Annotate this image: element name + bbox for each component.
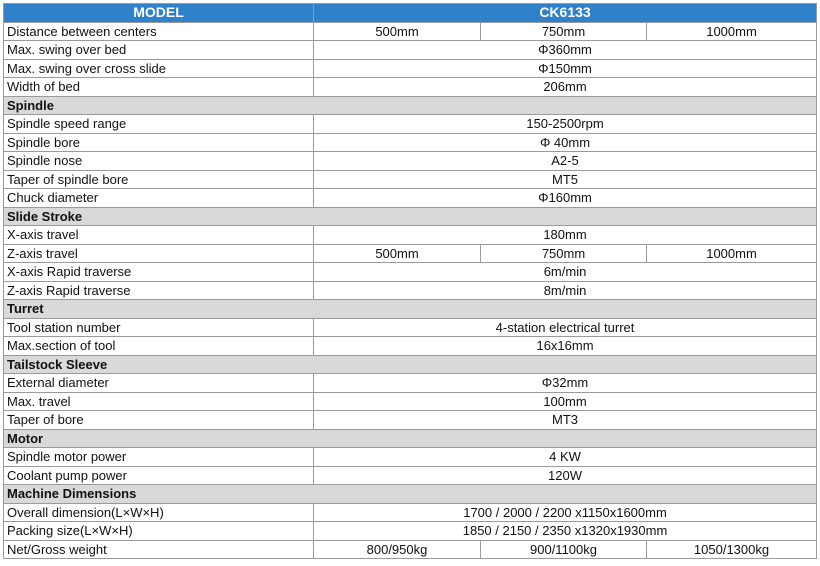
spec-label: X-axis travel bbox=[4, 226, 314, 245]
section-title: Turret bbox=[4, 300, 817, 319]
spec-value: 900/1100kg bbox=[481, 540, 647, 559]
spec-value: 1050/1300kg bbox=[647, 540, 817, 559]
spec-value: 8m/min bbox=[314, 281, 817, 300]
table-row bbox=[4, 41, 817, 60]
spec-value: Φ 40mm bbox=[314, 133, 817, 152]
spec-value: 1850 / 2150 / 2350 x1320x1930mm bbox=[314, 522, 817, 541]
table-row bbox=[4, 244, 817, 263]
section-row bbox=[4, 300, 817, 319]
spec-value: 500mm bbox=[314, 22, 481, 41]
spec-table bbox=[3, 3, 817, 559]
table-row bbox=[4, 448, 817, 467]
spec-label: Z-axis Rapid traverse bbox=[4, 281, 314, 300]
model-value: CK6133 bbox=[314, 4, 817, 23]
table-row bbox=[4, 540, 817, 559]
spec-label: Spindle speed range bbox=[4, 115, 314, 134]
spec-label: Overall dimension(L×W×H) bbox=[4, 503, 314, 522]
spec-value: 4 KW bbox=[314, 448, 817, 467]
table-row bbox=[4, 59, 817, 78]
spec-label: Max. swing over cross slide bbox=[4, 59, 314, 78]
spec-label: Distance between centers bbox=[4, 22, 314, 41]
table-row bbox=[4, 226, 817, 245]
spec-value: 16x16mm bbox=[314, 337, 817, 356]
spec-label: Max. swing over bed bbox=[4, 41, 314, 60]
spec-value: 750mm bbox=[481, 22, 647, 41]
table-row bbox=[4, 133, 817, 152]
spec-value: 150-2500rpm bbox=[314, 115, 817, 134]
spec-value: 500mm bbox=[314, 244, 481, 263]
section-title: Slide Stroke bbox=[4, 207, 817, 226]
spec-label: Tool station number bbox=[4, 318, 314, 337]
spec-label: Spindle motor power bbox=[4, 448, 314, 467]
spec-value: 180mm bbox=[314, 226, 817, 245]
section-title: Spindle bbox=[4, 96, 817, 115]
table-row bbox=[4, 392, 817, 411]
spec-value: Φ360mm bbox=[314, 41, 817, 60]
section-row bbox=[4, 429, 817, 448]
table-row bbox=[4, 115, 817, 134]
spec-value: 6m/min bbox=[314, 263, 817, 282]
spec-label: Net/Gross weight bbox=[4, 540, 314, 559]
section-row bbox=[4, 355, 817, 374]
spec-label: Z-axis travel bbox=[4, 244, 314, 263]
table-row bbox=[4, 22, 817, 41]
spec-value: 100mm bbox=[314, 392, 817, 411]
table-row bbox=[4, 522, 817, 541]
section-row bbox=[4, 207, 817, 226]
spec-label: Coolant pump power bbox=[4, 466, 314, 485]
spec-value: 1000mm bbox=[647, 22, 817, 41]
table-row bbox=[4, 263, 817, 282]
spec-label: External diameter bbox=[4, 374, 314, 393]
spec-value: 206mm bbox=[314, 78, 817, 97]
table-row bbox=[4, 152, 817, 171]
table-row bbox=[4, 411, 817, 430]
spec-label: Width of bed bbox=[4, 78, 314, 97]
model-label: MODEL bbox=[4, 4, 314, 23]
section-row bbox=[4, 96, 817, 115]
spec-value: MT5 bbox=[314, 170, 817, 189]
table-row bbox=[4, 337, 817, 356]
table-row bbox=[4, 466, 817, 485]
spec-value: MT3 bbox=[314, 411, 817, 430]
spec-label: Packing size(L×W×H) bbox=[4, 522, 314, 541]
spec-value: 1000mm bbox=[647, 244, 817, 263]
spec-label: Max. travel bbox=[4, 392, 314, 411]
spec-label: Spindle bore bbox=[4, 133, 314, 152]
spec-value: 800/950kg bbox=[314, 540, 481, 559]
section-title: Tailstock Sleeve bbox=[4, 355, 817, 374]
spec-label: Spindle nose bbox=[4, 152, 314, 171]
section-row bbox=[4, 485, 817, 504]
table-row bbox=[4, 503, 817, 522]
spec-label: Taper of spindle bore bbox=[4, 170, 314, 189]
spec-value: 120W bbox=[314, 466, 817, 485]
spec-label: X-axis Rapid traverse bbox=[4, 263, 314, 282]
section-title: Machine Dimensions bbox=[4, 485, 817, 504]
table-row bbox=[4, 318, 817, 337]
spec-value: A2-5 bbox=[314, 152, 817, 171]
spec-value: 750mm bbox=[481, 244, 647, 263]
spec-value: Φ32mm bbox=[314, 374, 817, 393]
spec-value: 4-station electrical turret bbox=[314, 318, 817, 337]
table-row bbox=[4, 189, 817, 208]
table-row bbox=[4, 374, 817, 393]
table-row bbox=[4, 281, 817, 300]
spec-value: Φ160mm bbox=[314, 189, 817, 208]
spec-value: 1700 / 2000 / 2200 x1150x1600mm bbox=[314, 503, 817, 522]
spec-label: Chuck diameter bbox=[4, 189, 314, 208]
table-row bbox=[4, 170, 817, 189]
spec-body bbox=[4, 22, 817, 559]
section-title: Motor bbox=[4, 429, 817, 448]
table-row bbox=[4, 78, 817, 97]
spec-value: Φ150mm bbox=[314, 59, 817, 78]
spec-label: Max.section of tool bbox=[4, 337, 314, 356]
header-row bbox=[4, 4, 817, 23]
spec-label: Taper of bore bbox=[4, 411, 314, 430]
